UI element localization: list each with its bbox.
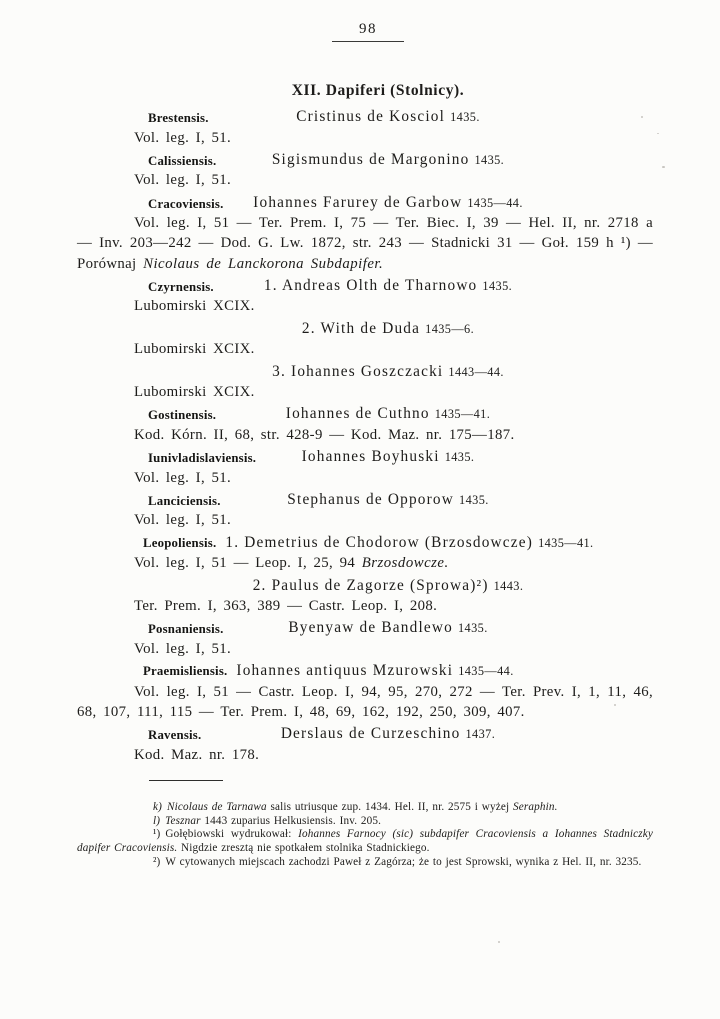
entry-person-name: 2. Paulus de Zagorze (Sprowa)²) bbox=[252, 576, 489, 594]
entry-name-wrap bbox=[225, 534, 593, 551]
scan-noise-speck bbox=[662, 166, 665, 168]
text: Vol. leg. I, 51. bbox=[134, 640, 232, 657]
italic-text: Nicolaus de Tarnawa bbox=[167, 801, 267, 814]
entry-office-label: Brestensis. bbox=[148, 111, 209, 125]
text: Lubomirski XCIX. bbox=[134, 298, 255, 315]
entry-person-name: Iohannes antiquus Mzurowski bbox=[236, 662, 454, 680]
entry bbox=[77, 404, 653, 445]
text: W cytowanych miejscach zachodzi Paweł z Zagórza; że to jest Sprowski, wynika z Hel. II, nr. 3235. bbox=[165, 855, 642, 868]
entry-header bbox=[77, 362, 653, 383]
entry-header bbox=[77, 490, 653, 511]
entry bbox=[77, 661, 653, 722]
scan-noise-speck bbox=[498, 941, 500, 943]
entry bbox=[77, 150, 653, 191]
entry-person-name: 1. Demetrius de Chodorow (Brzosdowcze) bbox=[225, 533, 534, 551]
entry-office-label: Posnaniensis. bbox=[148, 622, 224, 637]
reference-line bbox=[77, 296, 653, 316]
entry-office-label: Czyrnensis. bbox=[148, 279, 214, 294]
text: Vol. leg. I, 51 — Ter. Prem. I, 75 — Ter. Biec. I, 39 — Hel. II, nr. 2718 a — Inv. 203—242 — Dod. G. Lw. 1872, str. 243 — Stadnicki 31 — Goł. 159 h ¹) — Porównaj bbox=[77, 215, 653, 272]
entry-person-name: Cristinus de Kosciol bbox=[296, 108, 446, 125]
reference-line bbox=[77, 596, 653, 616]
page-content bbox=[77, 107, 653, 870]
entry-dates: 1435—44. bbox=[467, 195, 523, 210]
italic-text: Seraphin. bbox=[513, 801, 558, 814]
entry-name-wrap bbox=[77, 576, 653, 597]
entry-dates: 1435. bbox=[482, 278, 513, 293]
reference-line bbox=[77, 682, 653, 723]
text: Kod. Maz. nr. 178. bbox=[134, 746, 260, 763]
footnote bbox=[77, 801, 653, 815]
entry-office-label: Lanciciensis. bbox=[148, 493, 221, 508]
text: Vol. leg. I, 51 — Castr. Leop. I, 94, 95, 270, 272 — Ter. Prev. I, 1, 11, 46, 68, 107, 111, 115 — Ter. Prem. I, 48, 69, 162, 192, 250, 309, 407. bbox=[77, 683, 653, 720]
entry-office-label: Calissiensis. bbox=[148, 153, 217, 168]
text: 1443 zuparius Helkusiensis. Inv. 205. bbox=[200, 814, 382, 827]
entry bbox=[77, 576, 653, 617]
italic-text: Nicolaus de Lanckorona Subdapifer. bbox=[143, 255, 384, 272]
footnote bbox=[77, 828, 653, 855]
entry-dates: 1443—44. bbox=[448, 364, 504, 379]
entry-dates: 1435. bbox=[444, 450, 475, 465]
italic-text: Iohannes Farnocy (sic) subdapifer Cracoviensis a Iohannes Stadniczky dapifer Cracoviensis. bbox=[77, 828, 653, 855]
entry-header bbox=[77, 107, 653, 128]
entry bbox=[77, 319, 653, 360]
footnote-marker: k) bbox=[153, 801, 162, 814]
entry-person-name: 3. Iohannes Goszczacki bbox=[272, 362, 444, 380]
entry-dates: 1435. bbox=[458, 621, 488, 636]
entry-person-name: Derslaus de Curzeschino bbox=[280, 725, 461, 743]
page-number-row bbox=[0, 20, 720, 42]
reference-line bbox=[77, 382, 653, 402]
entry bbox=[77, 362, 653, 403]
text: salis utriusque zup. 1434. Hel. II, nr. 2575 i wyżej bbox=[266, 801, 513, 814]
text: Vol. leg. I, 51. bbox=[134, 129, 232, 146]
entry-dates: 1435. bbox=[459, 492, 489, 507]
reference-line bbox=[77, 170, 653, 190]
entry-header bbox=[77, 661, 653, 682]
italic-text: Brzosdowcze. bbox=[361, 555, 449, 572]
entry-person-name: 2. With de Duda bbox=[301, 319, 421, 337]
section-heading-row bbox=[0, 82, 720, 100]
reference-line bbox=[77, 468, 653, 488]
entry-dates: 1437. bbox=[465, 727, 496, 742]
footnotes-list bbox=[77, 801, 653, 870]
entry-dates: 1435—6. bbox=[425, 321, 475, 336]
reference-line bbox=[77, 553, 653, 573]
entry-header bbox=[77, 404, 653, 425]
entry-office-label: Praemisliensis. bbox=[143, 664, 228, 679]
footnote-marker: l) bbox=[153, 814, 161, 827]
entry-header bbox=[77, 533, 653, 554]
footnote-marker: ¹) bbox=[153, 828, 161, 841]
entry-header bbox=[77, 276, 653, 297]
entry-office-label: Iunivladislaviensis. bbox=[148, 451, 257, 466]
entry-dates: 1435—44. bbox=[458, 664, 514, 679]
entry-dates: 1443. bbox=[493, 578, 524, 593]
section-heading: XII. Dapiferi (Stolnicy). bbox=[291, 82, 465, 99]
italic-text: Tesznar bbox=[165, 814, 201, 827]
entry bbox=[77, 533, 653, 574]
entry-header bbox=[77, 319, 653, 340]
text: Kod. Kórn. II, 68, str. 428-9 — Kod. Maz. nr. 175—187. bbox=[134, 426, 515, 443]
entry-name-wrap bbox=[236, 662, 513, 679]
entry-office-label: Ravensis. bbox=[148, 728, 202, 743]
reference-line bbox=[77, 339, 653, 359]
entry-person-name: Sigismundus de Margonino bbox=[271, 150, 470, 168]
text: Vol. leg. I, 51. bbox=[134, 172, 232, 189]
reference-line bbox=[77, 128, 653, 148]
entry-header bbox=[77, 193, 653, 214]
text: Ter. Prem. I, 363, 389 — Castr. Leop. I, 208. bbox=[134, 598, 438, 615]
page-number: 98 bbox=[332, 21, 404, 42]
text: Lubomirski XCIX. bbox=[134, 341, 255, 358]
entry-person-name: Stephanus de Opporow bbox=[287, 490, 455, 508]
reference-line bbox=[77, 425, 653, 445]
reference-line bbox=[77, 745, 653, 765]
entry bbox=[77, 490, 653, 531]
entry-office-label: Leopoliensis. bbox=[143, 535, 217, 550]
footnote bbox=[77, 856, 653, 870]
scan-noise-speck bbox=[641, 116, 643, 118]
footnote bbox=[77, 815, 653, 829]
entry-person-name: Iohannes Boyhuski bbox=[301, 448, 440, 466]
entries bbox=[77, 107, 653, 765]
reference-line bbox=[77, 639, 653, 659]
entry-person-name: Iohannes Farurey de Garbow bbox=[253, 193, 463, 211]
reference-line bbox=[77, 510, 653, 530]
entry-person-name: Byenyaw de Bandlewo bbox=[288, 619, 453, 637]
entry bbox=[77, 447, 653, 488]
entry-office-label: Gostinensis. bbox=[148, 408, 217, 423]
entry-header bbox=[77, 724, 653, 745]
scan-noise-speck bbox=[657, 133, 659, 134]
footnote-marker: ²) bbox=[153, 855, 161, 868]
entry-dates: 1435—41. bbox=[538, 535, 594, 550]
text: Vol. leg. I, 51. bbox=[134, 512, 232, 529]
entry bbox=[77, 276, 653, 317]
text: Vol. leg. I, 51 — Leop. I, 25, 94 bbox=[134, 555, 362, 572]
entry bbox=[77, 618, 653, 659]
scan-noise-speck bbox=[614, 704, 616, 706]
footnote-separator-rule bbox=[149, 780, 223, 781]
entry-office-label: Cracoviensis. bbox=[148, 196, 224, 211]
entry bbox=[77, 724, 653, 765]
entry-person-name: Iohannes de Cuthno bbox=[285, 405, 430, 423]
entry-name-wrap bbox=[77, 319, 653, 340]
text: Gołębiowski wydrukował: bbox=[165, 828, 299, 841]
entry bbox=[77, 193, 653, 274]
footnotes-section bbox=[77, 780, 653, 870]
reference-line bbox=[77, 213, 653, 274]
entry-header bbox=[77, 618, 653, 639]
entry-header bbox=[77, 576, 653, 597]
text: Nigdzie zresztą nie spotkałem stolnika Stadnickiego. bbox=[177, 842, 430, 855]
entry-dates: 1435. bbox=[450, 110, 480, 124]
entry-name-wrap bbox=[77, 362, 653, 383]
entry-dates: 1435—41. bbox=[434, 407, 491, 422]
text: Vol. leg. I, 51. bbox=[134, 469, 232, 486]
entry bbox=[77, 107, 653, 148]
entry-person-name: 1. Andreas Olth de Tharnowo bbox=[263, 276, 478, 294]
entry-header bbox=[77, 150, 653, 171]
text: Lubomirski XCIX. bbox=[134, 384, 255, 401]
entry-header bbox=[77, 447, 653, 468]
entry-dates: 1435. bbox=[474, 152, 505, 167]
